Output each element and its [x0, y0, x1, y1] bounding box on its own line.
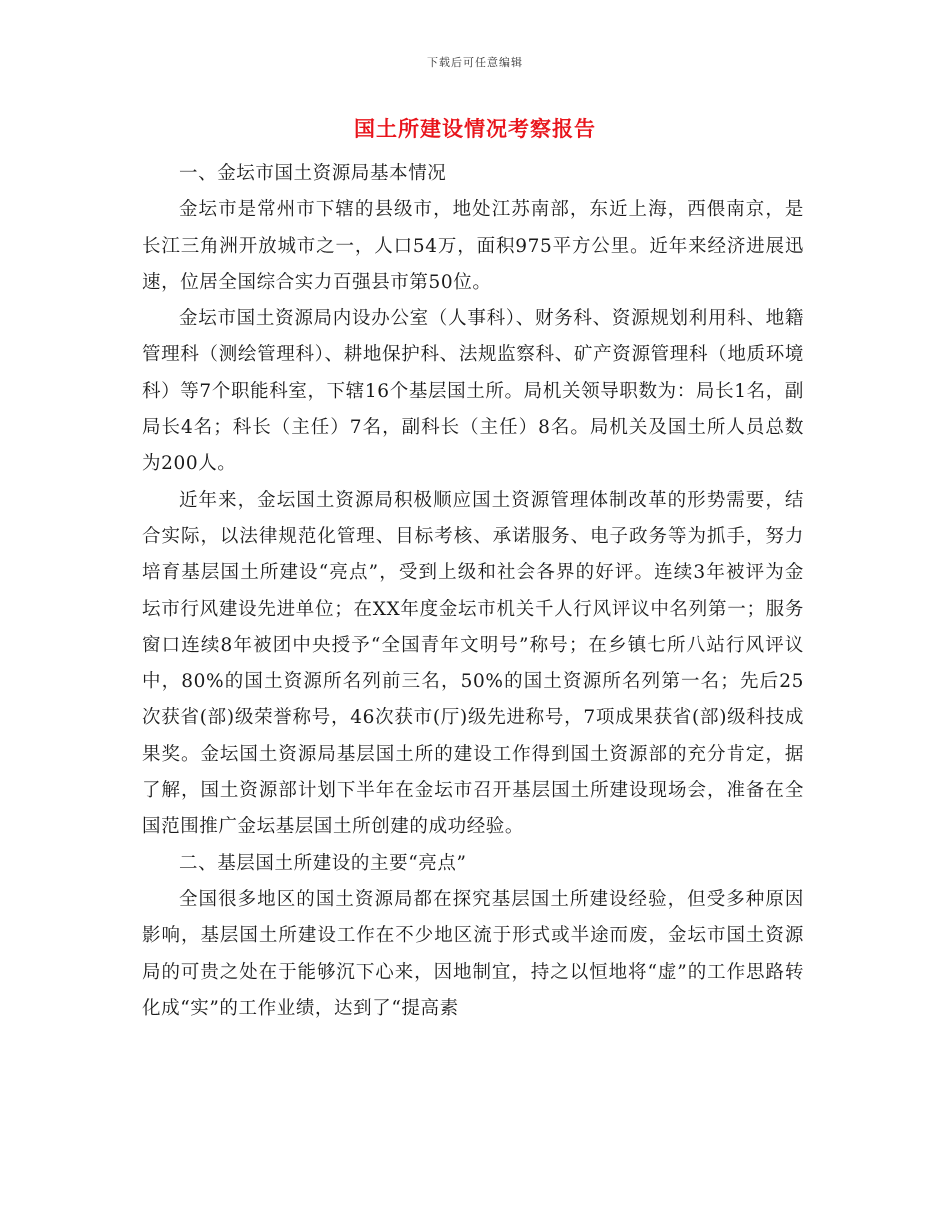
document-body — [142, 156, 804, 1027]
page-header-note: 下载后可任意编辑 — [427, 56, 523, 69]
section-heading-1: 一、金坛市国土资源局基本情况 — [179, 163, 447, 184]
document-title: 国土所建设情况考察报告 — [354, 116, 596, 141]
paragraph-city-overview: 金坛市是常州市下辖的县级市，地处江苏南部，东近上海，西偎南京，是长江三角洲开放城市之一，人口54万，面积975平方公里。近年来经济进展迅速，位居全国综合实力百强县市第50位。 — [142, 199, 804, 293]
paragraph-achievements: 近年来，金坛国土资源局积极顺应国土资源管理体制改革的形势需要，结合实际，以法律规范化管理、目标考核、承诺服务、电子政务等为抓手，努力培育基层国土所建设“亮点”，受到上级和社会各界的好评。连续3年被评为金坛市行风建设先进单位；在XX年度金坛市机关千人行风评议中名列第一；服务窗口连续8年被团中央授予“全国青年文明号”称号；在乡镇七所八站行风评议中，80%的国土资源所名列前三名，50%的国土资源所名列第一名；先后25次获省(部)级荣誉称号，46次获市(厅)级先进称号，7项成果获省(部)级科技成果奖。金坛国土资源局基层国土所的建设工作得到国土资源部的充分肯定，据了解，国土资源部计划下半年在金坛市召开基层国土所建设现场会，准备在全国范围推广金坛基层国土所创建的成功经验。 — [142, 489, 804, 838]
paragraph-highlights: 全国很多地区的国土资源局都在探究基层国土所建设经验，但受多种原因影响，基层国土所建设工作在不少地区流于形式或半途而废，金坛市国土资源局的可贵之处在于能够沉下心来，因地制宜，持之以恒地将“虚”的工作思路转化成“实”的工作业绩，达到了“提高素 — [142, 888, 804, 1019]
section-heading-2: 二、基层国土所建设的主要“亮点” — [179, 852, 467, 874]
paragraph-bureau-structure: 金坛市国土资源局内设办公室（人事科）、财务科、资源规划利用科、地籍管理科（测绘管理科）、耕地保护科、法规监察科、矿产资源管理科（地质环境科）等7个职能科室，下辖16个基层国土所。局机关领导职数为：局长1名，副局长4名；科长（主任）7名，副科长（主任）8名。局机关及国土所人员总数为200人。 — [142, 308, 804, 475]
